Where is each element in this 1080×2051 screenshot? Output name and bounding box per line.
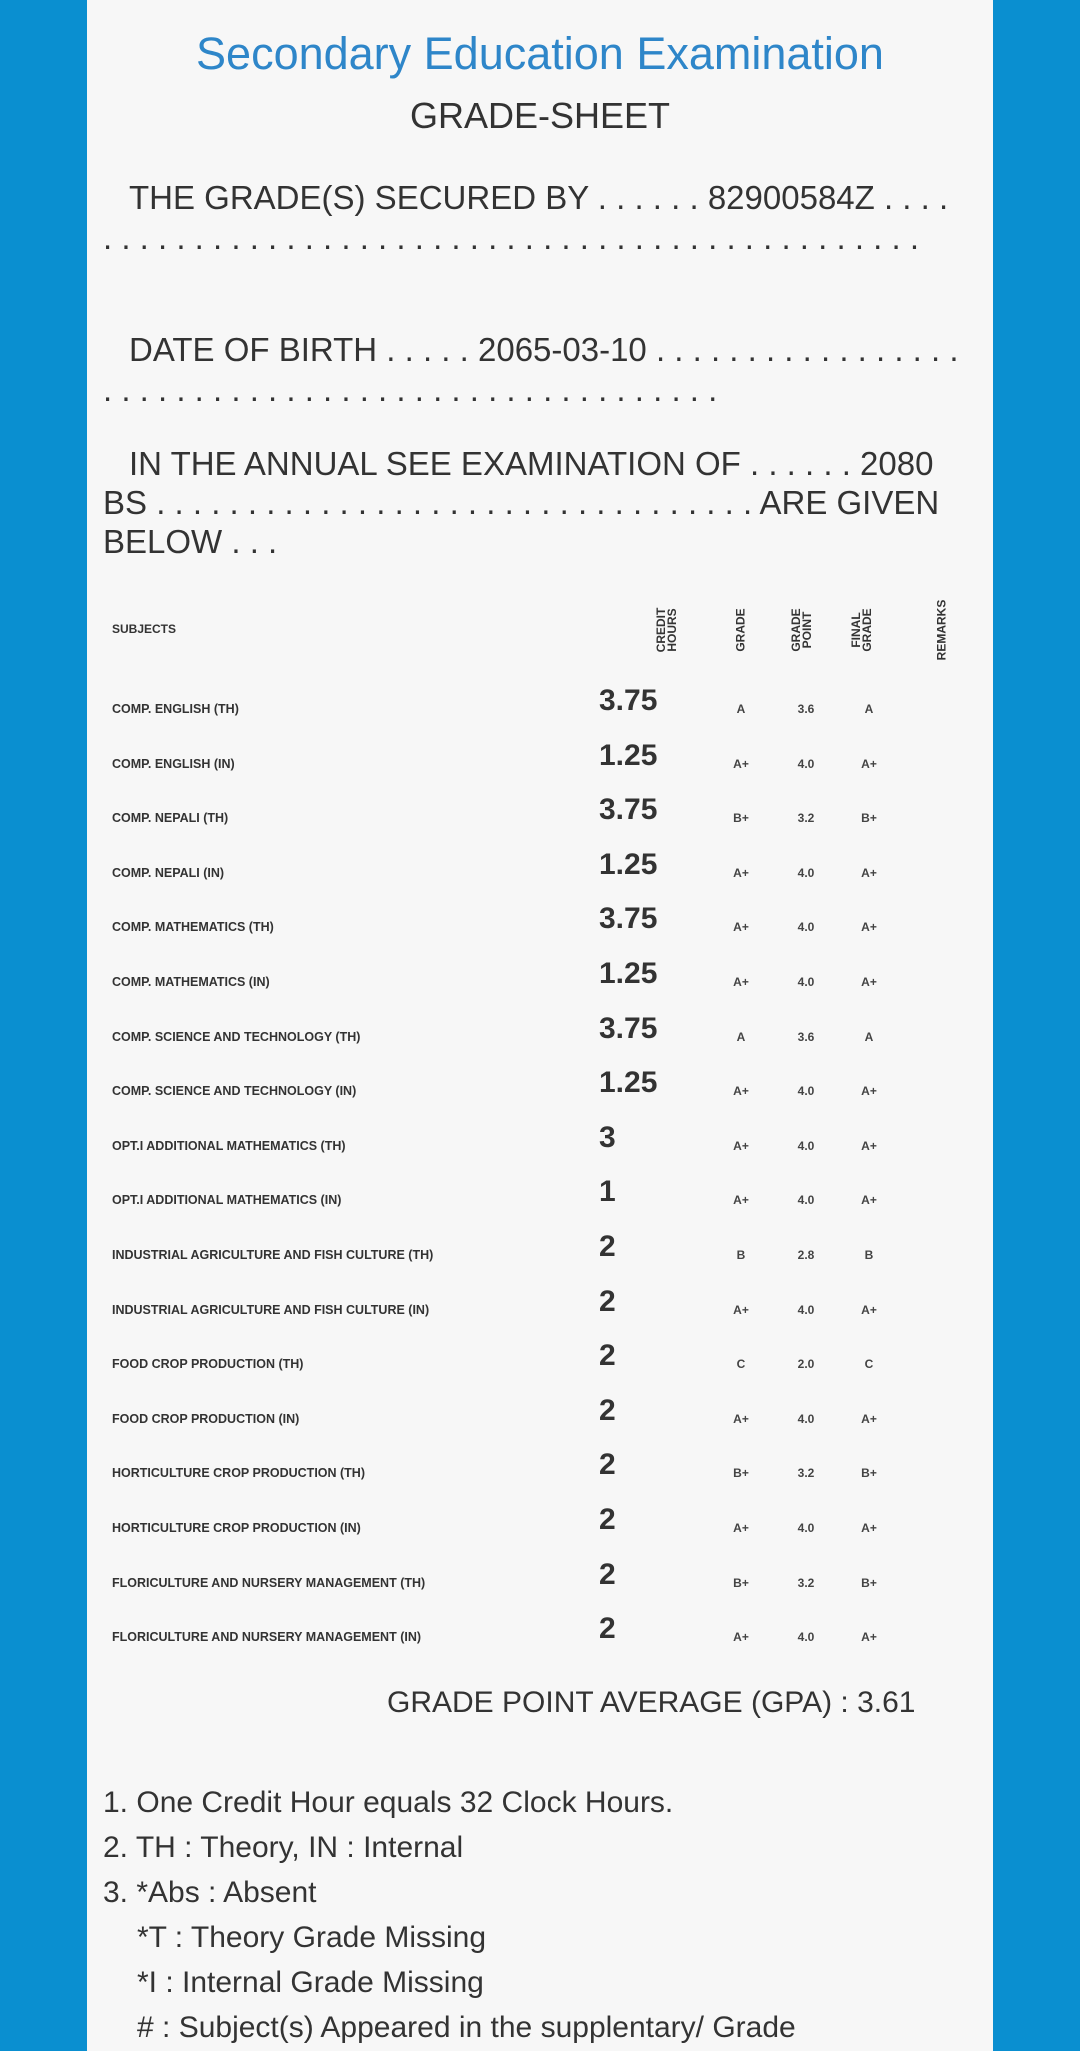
grade-cell: A+ xyxy=(733,756,749,771)
subject-cell: FOOD CROP PRODUCTION (TH) xyxy=(112,1357,304,1372)
grade-point-cell: 4.0 xyxy=(797,756,815,771)
final-grade-cell: B+ xyxy=(861,811,877,826)
grade-point-cell: 3.2 xyxy=(797,1575,815,1590)
subject-cell: COMP. NEPALI (TH) xyxy=(112,811,229,826)
table-row xyxy=(87,737,993,792)
grade-point-cell: 4.0 xyxy=(797,1193,815,1208)
table-row xyxy=(87,846,993,901)
table-row xyxy=(87,1337,993,1392)
grade-point-cell: 2.0 xyxy=(797,1357,815,1372)
subject-cell: COMP. SCIENCE AND TECHNOLOGY (IN) xyxy=(112,1084,357,1099)
table-row xyxy=(87,1064,993,1119)
subject-cell: FLORICULTURE AND NURSERY MANAGEMENT (IN) xyxy=(112,1630,422,1645)
final-grade-cell: A+ xyxy=(861,1138,877,1153)
grade-point-cell: 3.6 xyxy=(797,1029,815,1044)
final-grade-cell: A+ xyxy=(861,1084,877,1099)
grade-point-cell: 4.0 xyxy=(797,1138,815,1153)
table-row xyxy=(87,1610,993,1665)
table-row xyxy=(87,955,993,1010)
grade-cell: B+ xyxy=(733,1575,749,1590)
grade-point-cell: 4.0 xyxy=(797,865,815,880)
note-item: 1. One Credit Hour equals 32 Clock Hours. xyxy=(103,1786,674,1819)
table-row xyxy=(87,1392,993,1447)
grade-point-cell: 4.0 xyxy=(797,1630,815,1645)
final-grade-cell: A+ xyxy=(861,1630,877,1645)
grade-cell: C xyxy=(736,1357,746,1372)
credit-hours-cell: 3.75 xyxy=(599,684,658,717)
credit-hours-cell: 2 xyxy=(599,1502,616,1536)
final-grade-cell: A+ xyxy=(861,865,877,880)
credit-hours-cell: 1.25 xyxy=(599,847,658,881)
grade-point-cell: 4.0 xyxy=(797,920,815,935)
credit-hours-cell: 2 xyxy=(599,1339,616,1373)
credit-hours-cell: 3.75 xyxy=(599,793,658,827)
table-row xyxy=(87,682,993,737)
grade-cell: A+ xyxy=(733,1630,749,1645)
final-grade-cell: A+ xyxy=(861,1302,877,1317)
table-row xyxy=(87,1446,993,1501)
header-subjects: SUBJECTS xyxy=(112,622,177,636)
grade-cell: A+ xyxy=(733,1411,749,1426)
credit-hours-cell: 3.75 xyxy=(599,1011,658,1045)
grade-point-cell: 4.0 xyxy=(797,1084,815,1099)
final-grade-cell: A+ xyxy=(861,1411,877,1426)
subject-cell: COMP. MATHEMATICS (IN) xyxy=(112,974,270,989)
final-grade-cell: B+ xyxy=(861,1575,877,1590)
exam-line: IN THE ANNUAL SEE EXAMINATION OF . . . . . . 2080 BS . . . . . . . . . . . . . . . . . . . . . . . . . . . . . . . . . ARE GIVEN BELOW . . . xyxy=(103,445,940,560)
grade-cell: A+ xyxy=(733,1302,749,1317)
note-item: # : Subject(s) Appeared in the supplentary/ Grade xyxy=(137,2011,796,2044)
credit-hours-cell: 1 xyxy=(599,1175,616,1209)
subject-cell: COMP. SCIENCE AND TECHNOLOGY (TH) xyxy=(112,1029,361,1044)
subject-cell: HORTICULTURE CROP PRODUCTION (TH) xyxy=(112,1466,365,1481)
credit-hours-cell: 2 xyxy=(599,1612,616,1646)
secured-by-line: THE GRADE(S) SECURED BY . . . . . . 82900584Z . . . . . . . . . . . . . . . . . . . . . . . . . . . . . . . . . . . . . . . . . . . . . . . . . xyxy=(103,179,949,256)
grade-point-cell: 2.8 xyxy=(797,1247,815,1262)
table-row xyxy=(87,1173,993,1228)
table-row xyxy=(87,900,993,955)
page-title: Secondary Education Examination xyxy=(196,28,884,79)
subject-cell: COMP. ENGLISH (TH) xyxy=(112,702,239,716)
grade-cell: A+ xyxy=(733,920,749,935)
credit-hours-cell: 2 xyxy=(599,1448,616,1482)
subject-cell: INDUSTRIAL AGRICULTURE AND FISH CULTURE (IN) xyxy=(112,1302,430,1317)
grade-point-cell: 3.2 xyxy=(797,1466,815,1481)
grade-sheet-card xyxy=(87,0,993,2051)
subject-cell: HORTICULTURE CROP PRODUCTION (IN) xyxy=(112,1520,361,1535)
grade-point-cell: 4.0 xyxy=(797,1411,815,1426)
notes-list xyxy=(103,1780,983,2050)
subject-cell: OPT.I ADDITIONAL MATHEMATICS (TH) xyxy=(112,1138,346,1153)
grade-cell: B+ xyxy=(733,1466,749,1481)
grade-cell: A xyxy=(736,1029,746,1044)
table-row xyxy=(87,1501,993,1556)
credit-hours-cell: 2 xyxy=(599,1284,616,1318)
grade-cell: B+ xyxy=(733,811,749,826)
subject-cell: FLORICULTURE AND NURSERY MANAGEMENT (TH) xyxy=(112,1575,426,1590)
table-row xyxy=(87,1119,993,1174)
credit-hours-cell: 2 xyxy=(599,1393,616,1427)
table-row xyxy=(87,1010,993,1065)
gpa-line: GRADE POINT AVERAGE (GPA) : 3.61 xyxy=(387,1686,916,1719)
subject-cell: COMP. MATHEMATICS (TH) xyxy=(112,920,274,935)
subject-cell: OPT.I ADDITIONAL MATHEMATICS (IN) xyxy=(112,1193,342,1208)
grade-point-cell: 4.0 xyxy=(797,1302,815,1317)
page-subtitle: GRADE-SHEET xyxy=(409,95,671,136)
subject-cell: FOOD CROP PRODUCTION (IN) xyxy=(112,1411,300,1426)
credit-hours-cell: 3 xyxy=(599,1120,616,1154)
credit-hours-cell: 2 xyxy=(599,1229,616,1263)
final-grade-cell: A+ xyxy=(861,1193,877,1208)
grade-point-cell: 3.2 xyxy=(797,811,815,826)
grade-point-cell: 4.0 xyxy=(797,1520,815,1535)
final-grade-cell: A+ xyxy=(861,974,877,989)
subject-cell: INDUSTRIAL AGRICULTURE AND FISH CULTURE (TH) xyxy=(112,1247,434,1262)
subject-cell: COMP. NEPALI (IN) xyxy=(112,865,225,880)
note-item: 2. TH : Theory, IN : Internal xyxy=(103,1831,464,1864)
note-item: *T : Theory Grade Missing xyxy=(137,1921,487,1954)
subject-cell: COMP. ENGLISH (IN) xyxy=(112,756,235,771)
final-grade-cell: A xyxy=(864,1029,874,1044)
grade-cell: A+ xyxy=(733,865,749,880)
final-grade-cell: B+ xyxy=(861,1466,877,1481)
credit-hours-cell: 3.75 xyxy=(599,902,658,936)
table-header: SUBJECTS CREDIT HOURS GRADE GRADE POINT FINAL GRADE REMARKS xyxy=(112,599,949,661)
grade-point-cell: 4.0 xyxy=(797,974,815,989)
grade-cell: A+ xyxy=(733,1138,749,1153)
final-grade-cell: A+ xyxy=(861,1520,877,1535)
table-row xyxy=(87,1556,993,1611)
final-grade-cell: A+ xyxy=(861,756,877,771)
note-item: *I : Internal Grade Missing xyxy=(137,1966,484,1999)
note-item: 3. *Abs : Absent xyxy=(103,1876,317,1909)
grade-cell: A+ xyxy=(733,1193,749,1208)
table-row xyxy=(87,1228,993,1283)
credit-hours-cell: 2 xyxy=(599,1557,616,1591)
grade-cell: A+ xyxy=(733,974,749,989)
final-grade-cell: A xyxy=(864,702,874,716)
grades-table-body xyxy=(87,682,993,1665)
date-of-birth-line: DATE OF BIRTH . . . . . 2065-03-10 . . . . . . . . . . . . . . . . . . . . . . . . . . . . . . . . . . . . . . . . . . . . . . . . . . . xyxy=(103,331,959,408)
grade-cell: A+ xyxy=(733,1520,749,1535)
grade-cell: B xyxy=(736,1247,746,1262)
credit-hours-cell: 1.25 xyxy=(599,1066,658,1100)
table-row xyxy=(87,791,993,846)
final-grade-cell: B xyxy=(864,1247,874,1262)
grade-point-cell: 3.6 xyxy=(797,702,815,716)
grade-cell: A+ xyxy=(733,1084,749,1099)
grade-cell: A xyxy=(736,702,746,716)
table-row xyxy=(87,1283,993,1338)
final-grade-cell: A+ xyxy=(861,920,877,935)
credit-hours-cell: 1.25 xyxy=(599,738,658,772)
credit-hours-cell: 1.25 xyxy=(599,956,658,990)
final-grade-cell: C xyxy=(864,1357,874,1372)
